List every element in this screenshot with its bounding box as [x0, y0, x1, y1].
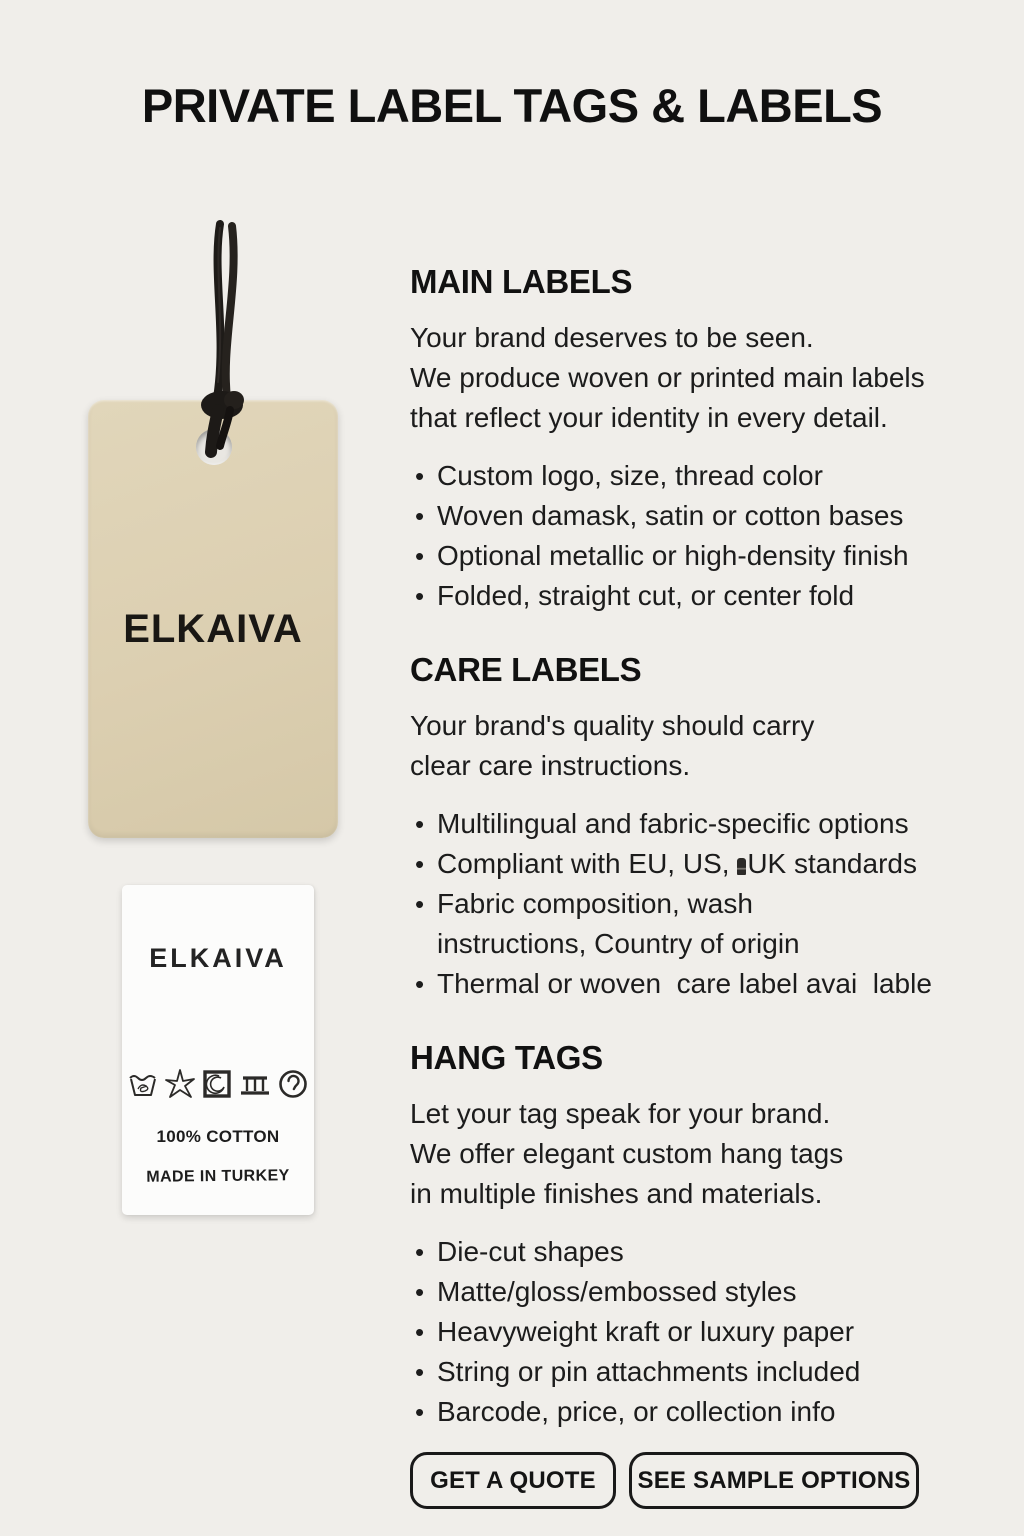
- carelabel-origin: MADE IN TURKEY: [146, 1167, 290, 1186]
- bullet-item: [410, 496, 950, 536]
- bullet-text: Woven damask, satin or cotton bases: [437, 500, 904, 531]
- bullet-line: Fabric composition, wash: [437, 888, 753, 919]
- bullet-item: [410, 884, 950, 964]
- bullet-text: Die-cut shapes: [437, 1236, 624, 1267]
- bullet-dot: [410, 1272, 437, 1312]
- section-heading: HANG TAGS: [410, 1039, 603, 1076]
- bullet-dot: [410, 884, 437, 964]
- tag-string-icon: [168, 212, 288, 480]
- get-a-quote-button[interactable]: GET A QUOTE: [410, 1452, 616, 1509]
- intro-line: in multiple finishes and materials.: [410, 1178, 823, 1209]
- see-sample-options-button[interactable]: SEE SAMPLE OPTIONS: [629, 1452, 919, 1509]
- bullet-dot: [410, 844, 437, 884]
- section-care-labels: [410, 650, 950, 1004]
- intro-line: We offer elegant custom hang tags: [410, 1138, 844, 1169]
- section-hang-tags: [410, 1038, 950, 1432]
- care-symbols-row: [122, 1067, 314, 1101]
- bullet-dot: [410, 496, 437, 536]
- bullet-dot: [410, 804, 437, 844]
- page-title: PRIVATE LABEL TAGS & LABELS: [141, 79, 883, 132]
- bullet-list: [410, 456, 950, 616]
- bullet-item: [410, 576, 950, 616]
- bullet-item: [410, 1232, 950, 1272]
- intro-line: clear care instructions.: [410, 750, 691, 781]
- intro-line: Your brand deserves to be seen.: [410, 322, 814, 353]
- wash-tub-icon: [126, 1067, 160, 1101]
- bullet-dot: [410, 1352, 437, 1392]
- dry-swirl-square-icon: [200, 1067, 234, 1101]
- hangtag-brand-logo: ELKAIVA: [123, 607, 303, 651]
- bullet-text: Multilingual and fabric-specific options: [437, 808, 909, 839]
- intro-line: We produce woven or printed main labels: [410, 362, 925, 393]
- section-intro: [410, 706, 950, 786]
- section-heading: CARE LABELS: [410, 651, 642, 688]
- bullet-text: Matte/gloss/embossed styles: [437, 1276, 797, 1307]
- bullet-text: [437, 844, 917, 884]
- intro-line: Let your tag speak for your brand.: [410, 1098, 831, 1129]
- carelabel-mockup: [122, 885, 314, 1215]
- bullet-text-suffix: UK standards: [747, 848, 917, 879]
- bullet-item: [410, 456, 950, 496]
- bullet-dot: [410, 536, 437, 576]
- bullet-item: [410, 844, 950, 884]
- cta-row: [410, 1452, 919, 1509]
- bullet-text: Barcode, price, or collection info: [437, 1396, 836, 1427]
- carelabel-brand-logo: ELKAIVA: [149, 943, 287, 973]
- section-intro: [410, 1094, 950, 1214]
- bullet-text: Optional metallic or high-density finish: [437, 540, 909, 571]
- intro-line: Your brand's quality should carry: [410, 710, 815, 741]
- bullet-text-prefix: Compliant with EU, US,: [437, 848, 738, 879]
- bullet-item: [410, 536, 950, 576]
- section-main-labels: [410, 262, 950, 616]
- bullet-item: [410, 804, 950, 844]
- section-intro: [410, 318, 950, 438]
- section-heading: MAIN LABELS: [410, 263, 633, 300]
- iron-rack-icon: [237, 1067, 273, 1101]
- carelabel-composition: 100% COTTON: [156, 1127, 280, 1146]
- bullet-dot: [410, 456, 437, 496]
- bullet-dot: [410, 576, 437, 616]
- intro-line: that reflect your identity in every detail.: [410, 402, 888, 433]
- bullet-item: [410, 1392, 950, 1432]
- artifact-mark: [737, 858, 746, 875]
- bullet-item: [410, 1312, 950, 1352]
- dryclean-circle-icon: [276, 1067, 310, 1101]
- bullet-text: String or pin attachments included: [437, 1356, 861, 1387]
- bullet-dot: [410, 1312, 437, 1352]
- bullet-dot: [410, 964, 437, 1004]
- bullet-text: [437, 884, 800, 964]
- bullet-list: [410, 1232, 950, 1432]
- bullet-dot: [410, 1232, 437, 1272]
- bullet-text: Custom logo, size, thread color: [437, 460, 823, 491]
- bullet-line: instructions, Country of origin: [437, 928, 800, 959]
- bullet-item: [410, 1352, 950, 1392]
- bullet-text: Heavyweight kraft or luxury paper: [437, 1316, 855, 1347]
- bullet-text: Thermal or woven care label avai lable: [437, 968, 932, 999]
- bullet-item: [410, 964, 950, 1004]
- bullet-text: Folded, straight cut, or center fold: [437, 580, 855, 611]
- bullet-dot: [410, 1392, 437, 1432]
- bleach-star-icon: [163, 1067, 197, 1101]
- bullet-item: [410, 1272, 950, 1312]
- bullet-list: [410, 804, 950, 1004]
